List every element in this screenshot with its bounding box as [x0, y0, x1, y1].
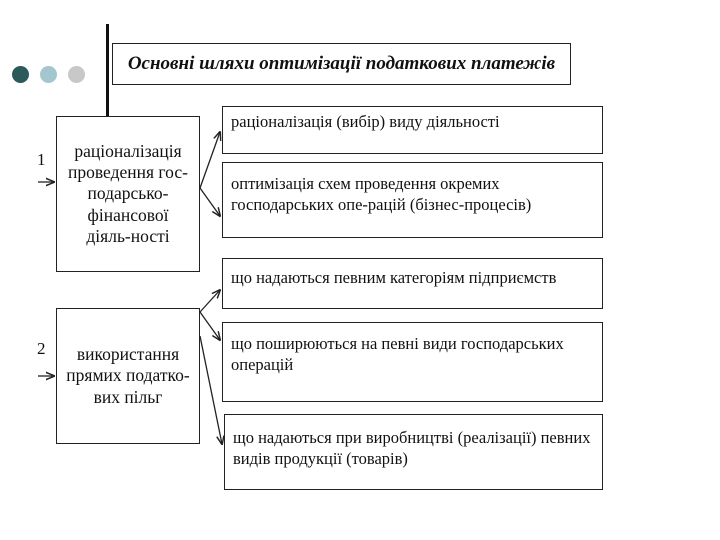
group-1-item-1: раціоналізація (вибір) виду діяльності	[231, 112, 500, 131]
group-2-item-3-box	[224, 414, 603, 490]
group-2-arrow-to-item-3	[200, 336, 222, 444]
group-1-number: 1	[37, 150, 46, 169]
group-1-item-1-box	[222, 106, 603, 154]
group-2-item-3: що надаються при виробництві (реалізації) певних видів продукції (товарів)	[233, 428, 591, 469]
group-2-label: використання прямих податко-вих пільг	[66, 343, 190, 407]
group-2-arrow-to-item-2	[200, 312, 220, 340]
group-2-item-2-box	[222, 322, 603, 402]
group-1-arrow-to-item-1	[200, 132, 220, 188]
group-2-arrow-to-item-1	[200, 290, 220, 312]
group-1-item-2-box	[222, 162, 603, 238]
decor-dot-3	[68, 66, 85, 83]
group-1-arrow-to-item-2	[200, 188, 220, 216]
group-2-number: 2	[37, 339, 46, 358]
group-1-label: раціоналізація проведення гос-подарсько-фінансової діяль-ності	[68, 140, 188, 247]
diagram-title-text: Основні шляхи оптимізації податкових платежів	[127, 52, 556, 74]
diagram-title	[112, 43, 571, 85]
decor-vertical-line	[106, 24, 109, 120]
group-2-box	[56, 308, 200, 444]
group-2-item-1: що надаються певним категоріям підприємств	[231, 268, 557, 287]
decor-dot-1	[12, 66, 29, 83]
group-1-item-2: оптимізація схем проведення окремих господарських опе-рацій (бізнес-процесів)	[231, 174, 532, 215]
group-1-box	[56, 116, 200, 272]
group-2-item-2: що поширюються на певні види господарських операцій	[231, 334, 564, 375]
decor-dot-2	[40, 66, 57, 83]
group-2-item-1-box	[222, 258, 603, 309]
